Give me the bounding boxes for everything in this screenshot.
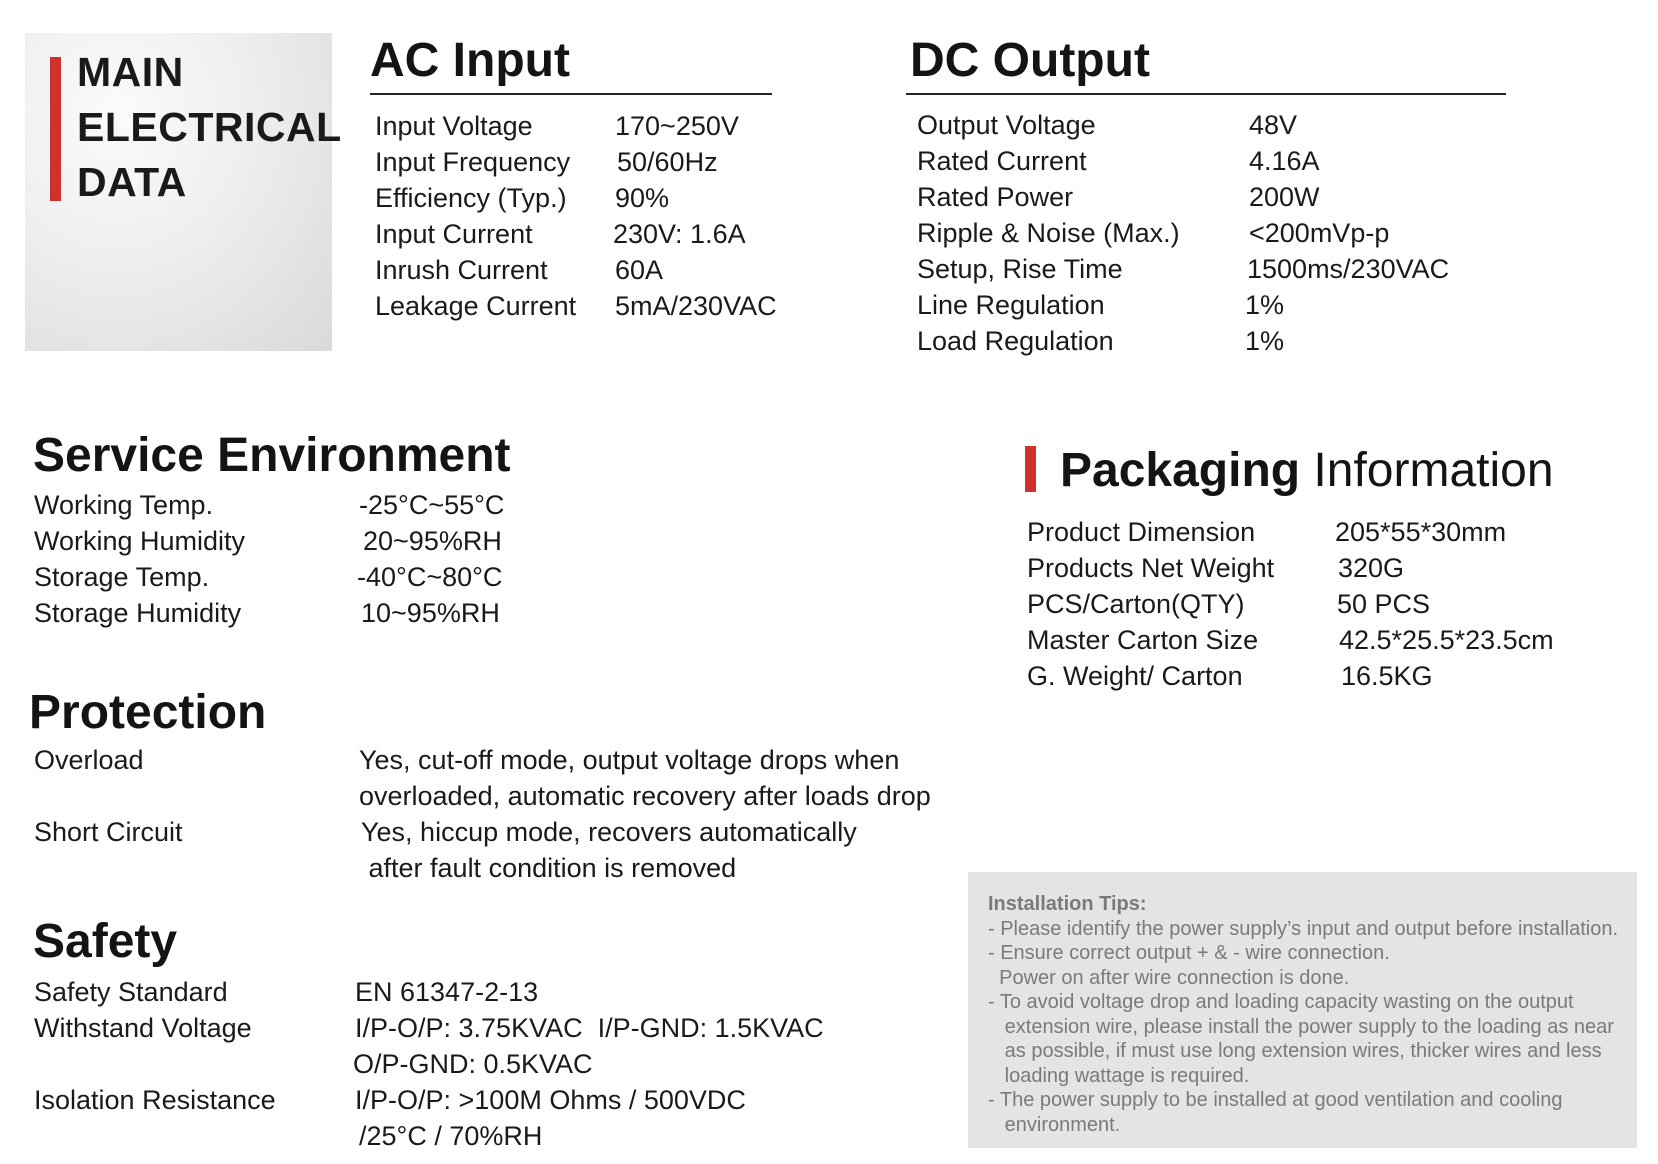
spec-value: 1500ms/230VAC [1247, 254, 1450, 284]
spec-value: 16.5KG [1341, 661, 1433, 691]
tip-line: loading wattage is required. [988, 1064, 1250, 1087]
main-electrical-data-title [77, 45, 342, 210]
spec-label: Input Current [375, 219, 533, 249]
ac-input-rule [370, 93, 772, 95]
installation-tips-text [988, 892, 1628, 1137]
spec-label: PCS/Carton(QTY) [1027, 589, 1245, 619]
tip-line: extension wire, please install the power supply to the loading as near [988, 1015, 1614, 1038]
spec-value: -25°C~55°C [359, 490, 505, 520]
spec-label: Line Regulation [917, 290, 1105, 320]
tip-line: environment. [988, 1113, 1121, 1136]
spec-label: Load Regulation [917, 326, 1114, 356]
spec-value: 60A [615, 255, 664, 285]
spec-label: Input Frequency [375, 147, 571, 177]
spec-value: 230V: 1.6A [613, 219, 746, 249]
spec-label: Master Carton Size [1027, 625, 1259, 655]
service-environment-heading: Service Environment [33, 429, 511, 482]
spec-value: 320G [1338, 553, 1405, 583]
spec-value: 50 PCS [1337, 589, 1431, 619]
spec-value: I/P-O/P: >100M Ohms / 500VDC [355, 1085, 746, 1115]
spec-value: 10~95%RH [361, 598, 500, 628]
tip-line: Power on after wire connection is done. [988, 966, 1350, 989]
spec-value: 170~250V [615, 111, 739, 141]
spec-value: 48V [1249, 110, 1298, 140]
spec-value: 5mA/230VAC [615, 291, 777, 321]
spec-label: Storage Temp. [34, 562, 210, 592]
spec-value: 50/60Hz [617, 147, 718, 177]
spec-value: I/P-O/P: 3.75KVAC I/P-GND: 1.5KVAC [355, 1013, 824, 1043]
spec-label: Product Dimension [1027, 517, 1256, 547]
spec-value: O/P-GND: 0.5KVAC [353, 1049, 593, 1079]
spec-label: Leakage Current [375, 291, 577, 321]
installation-tips-box [968, 872, 1637, 1148]
packaging-heading-bold: Packaging [1060, 444, 1301, 497]
spec-value: 1% [1245, 326, 1285, 356]
spec-label: Overload [34, 745, 144, 775]
title-line: DATA [77, 159, 187, 205]
spec-value: EN 61347-2-13 [355, 977, 539, 1007]
dc-output-rule [906, 93, 1506, 95]
spec-value: 90% [615, 183, 670, 213]
spec-value: 42.5*25.5*23.5cm [1339, 625, 1554, 655]
tip-line: - Ensure correct output + & - wire connection. [988, 942, 1390, 964]
spec-value: 200W [1249, 182, 1320, 212]
spec-value: 1% [1245, 290, 1285, 320]
spec-label: Input Voltage [375, 111, 533, 141]
spec-value: -40°C~80°C [357, 562, 503, 592]
spec-label: Working Humidity [34, 526, 246, 556]
accent-bar [50, 57, 61, 201]
spec-value: Yes, cut-off mode, output voltage drops when [359, 745, 900, 775]
spec-label: Storage Humidity [34, 598, 242, 628]
spec-label: Output Voltage [917, 110, 1096, 140]
tip-line: - The power supply to be installed at good ventilation and cooling [988, 1089, 1563, 1111]
spec-label: Short Circuit [34, 817, 183, 847]
spec-label: Safety Standard [34, 977, 228, 1007]
spec-value: after fault condition is removed [361, 853, 737, 883]
installation-tips-title: Installation Tips: [988, 893, 1147, 915]
spec-label: Rated Current [917, 146, 1087, 176]
dc-output-heading: DC Output [910, 34, 1150, 87]
tip-line: - Please identify the power supply’s input and output before installation. [988, 917, 1619, 940]
main-electrical-data-panel [25, 33, 342, 351]
spec-label: Ripple & Noise (Max.) [917, 218, 1180, 248]
spec-value: 20~95%RH [363, 526, 502, 556]
spec-label: G. Weight/ Carton [1027, 661, 1243, 691]
spec-value: 4.16A [1249, 146, 1320, 176]
spec-label: Products Net Weight [1027, 553, 1275, 583]
spec-value: <200mVp-p [1249, 218, 1390, 248]
ac-input-heading: AC Input [370, 34, 570, 87]
spec-value: /25°C / 70%RH [359, 1121, 543, 1151]
spec-value: 205*55*30mm [1335, 517, 1507, 547]
spec-label: Withstand Voltage [34, 1013, 252, 1043]
packaging-heading [1060, 444, 1554, 497]
packaging-accent-bar [1025, 446, 1036, 492]
spec-value: Yes, hiccup mode, recovers automatically [361, 817, 857, 847]
spec-value: overloaded, automatic recovery after loads drop [359, 781, 931, 811]
protection-heading: Protection [29, 686, 267, 739]
title-line: MAIN [77, 49, 184, 95]
spec-label: Rated Power [917, 182, 1074, 212]
packaging-heading-light: Information [1300, 444, 1554, 497]
title-line: ELECTRICAL [77, 104, 342, 150]
tip-line: - To avoid voltage drop and loading capacity wasting on the output [988, 991, 1574, 1013]
spec-label: Efficiency (Typ.) [375, 183, 567, 213]
tip-line: as possible, if must use long extension wires, thicker wires and less [988, 1040, 1602, 1062]
spec-label: Isolation Resistance [34, 1085, 276, 1115]
spec-label: Inrush Current [375, 255, 548, 285]
spec-label: Working Temp. [34, 490, 214, 520]
spec-label: Setup, Rise Time [917, 254, 1123, 284]
safety-heading: Safety [33, 915, 178, 968]
